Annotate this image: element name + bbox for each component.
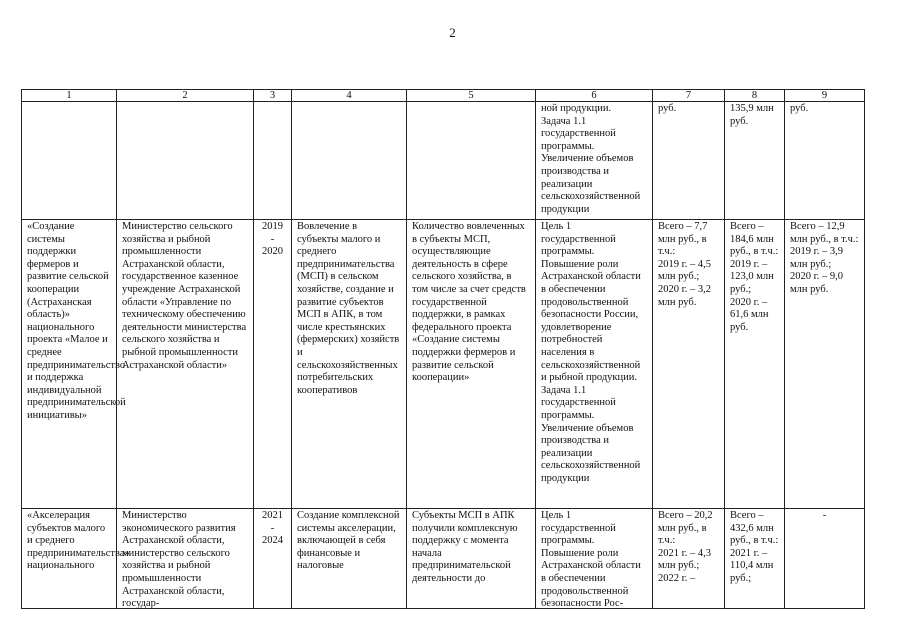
cell-event <box>22 509 130 609</box>
column-header: 1 <box>22 90 117 102</box>
cell-event <box>22 220 126 509</box>
cell-text: Количество вовлеченных в субъекты МСП, осуществляющие деятельность в сфере сельского хозяйства, в том числе за счет средств государственной поддержки, в рамках федерального проекта «Создание системы поддержки фермеров и развитие сельской кооперации» <box>412 221 526 384</box>
cell-other <box>785 509 865 609</box>
column-header: 2 <box>117 90 254 102</box>
cell-text: Всего – 12,9 млн руб., в т.ч.: 2019 г. – 3,9 млн руб.; 2020 г. – 9,0 млн руб. <box>790 221 859 295</box>
cell-other <box>785 220 865 509</box>
cell-text: - <box>822 510 827 521</box>
column-header: 8 <box>725 90 785 102</box>
cell-text: 2021 - 2024 <box>262 510 283 547</box>
cell-period <box>254 102 292 220</box>
cell-result <box>407 509 536 609</box>
column-header: 7 <box>653 90 725 102</box>
cell-text: Министерство сельского хозяйства и рыбной промышленности Астраханской области, государственное казенное учреждение Астраханской области «Управление по техническому обеспечению деятельности министерства сельского хозяйства и рыбной промышленности Астраханской области» <box>122 221 247 371</box>
table-row <box>22 509 865 609</box>
cell-event <box>22 102 117 220</box>
column-number-row <box>22 90 865 102</box>
cell-federal <box>653 102 725 220</box>
cell-text: Всего – 20,2 млн руб., в т.ч.: 2021 г. – 4,3 млн руб.; 2022 г. – <box>658 510 713 584</box>
program-table <box>21 89 865 609</box>
cell-executor <box>117 102 254 220</box>
cell-text: Всего – 7,7 млн руб., в т.ч.: 2019 г. – 4,5 млн руб.; 2020 г. – 3,2 млн руб. <box>658 221 711 308</box>
cell-text: 2019 - 2020 <box>262 221 283 258</box>
cell-description <box>292 509 407 609</box>
cell-result <box>407 102 536 220</box>
cell-text: Субъекты МСП в АПК получили комплексную поддержку с момента начала предпринимательской деятельности до <box>412 510 518 584</box>
cell-text: Вовлечение в субъекты малого и среднего предпринимательства (МСП) в сельском хозяйстве, создание и развитие субъектов МСП в АПК, в том числе крестьянских (фермерских) хозяйств и сельскохозяйственных потребительских кооперативов <box>297 221 400 396</box>
cell-text: Цель 1 государственной программы. Повышение роли Астраханской области в обеспечении продовольственной безопасности Рос- <box>541 510 641 610</box>
page-number: 2 <box>449 25 456 40</box>
cell-text: Всего – 184,6 млн руб., в т.ч.: 2019 г. – 123,0 млн руб.; 2020 г. – 61,6 млн руб. <box>730 221 779 333</box>
cell-text: руб. <box>658 103 677 114</box>
cell-federal <box>653 509 725 609</box>
cell-executor <box>117 509 254 609</box>
cell-period <box>254 220 292 509</box>
cell-text: «Акселерация субъектов малого и среднего предпринимательства» национального <box>27 510 130 572</box>
cell-period <box>254 509 292 609</box>
cell-federal <box>653 220 725 509</box>
table-row <box>22 102 865 220</box>
cell-regional <box>725 509 785 609</box>
column-header: 6 <box>536 90 653 102</box>
cell-text: руб. <box>790 103 809 114</box>
cell-regional <box>725 220 785 509</box>
cell-goal <box>536 220 653 509</box>
table-row <box>22 220 865 509</box>
cell-text: Министерство экономического развития Астраханской области, министерство сельского хозяйства и рыбной промышленности Астраханской области, государ- <box>122 510 236 610</box>
column-header: 5 <box>407 90 536 102</box>
cell-text: 135,9 млн руб. <box>730 103 774 127</box>
column-header: 3 <box>254 90 292 102</box>
cell-text: Всего – 432,6 млн руб., в т.ч.: 2021 г. – 110,4 млн руб.; <box>730 510 779 584</box>
cell-other <box>785 102 865 220</box>
cell-text: ной продукции. Задача 1.1 государственной программы. Увеличение объемов производства и реализации сельскохозяйственной продукции <box>541 103 641 215</box>
cell-text: Создание комплексной системы акселерации, включающей в себя финансовые и налоговые <box>297 510 400 572</box>
cell-goal <box>536 509 653 609</box>
cell-description <box>292 102 407 220</box>
cell-text: «Создание системы поддержки фермеров и развитие сельской кооперации (Астраханская область)» национального проекта «Малое и среднее предпринимательство и поддержка индивидуальной предпринимательской инициативы» <box>27 221 126 421</box>
cell-result <box>407 220 536 509</box>
cell-goal <box>536 102 653 220</box>
cell-text: Цель 1 государственной программы. Повышение роли Астраханской области в обеспечении продовольственной безопасности России, удовлетворение потребностей населения в сельскохозяйственной и рыбной продукции. Задача 1.1 государственной программы. Увеличение объемов производства и реализации сельскохозяйственной продукции <box>541 221 641 484</box>
cell-description <box>292 220 407 509</box>
column-header: 4 <box>292 90 407 102</box>
cell-executor <box>117 220 254 509</box>
column-header: 9 <box>785 90 865 102</box>
cell-regional <box>725 102 785 220</box>
